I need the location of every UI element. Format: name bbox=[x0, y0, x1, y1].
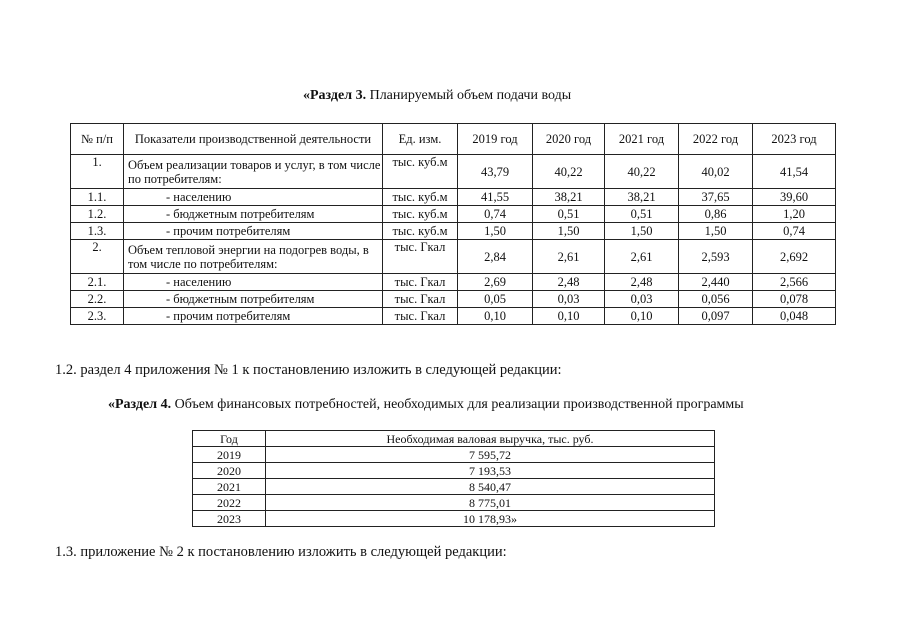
value-cell: 1,50 bbox=[679, 223, 753, 240]
value-cell: 41,54 bbox=[753, 155, 836, 189]
table-header-row bbox=[71, 124, 836, 155]
value-cell: 0,048 bbox=[753, 308, 836, 325]
column-header: 2020 год bbox=[533, 124, 605, 155]
column-header: Необходимая валовая выручка, тыс. руб. bbox=[266, 431, 715, 447]
table-row bbox=[71, 274, 836, 291]
indicator-cell: - прочим потребителям bbox=[124, 223, 383, 240]
unit-cell: тыс. Гкал bbox=[383, 274, 458, 291]
column-header: Год bbox=[193, 431, 266, 447]
row-number-cell: 1.1. bbox=[71, 189, 124, 206]
table-row bbox=[71, 155, 836, 189]
row-number-cell: 2.1. bbox=[71, 274, 124, 291]
value-cell: 2,61 bbox=[605, 240, 679, 274]
table-row bbox=[71, 189, 836, 206]
section-4-heading bbox=[108, 397, 744, 413]
revenue-cell: 7 193,53 bbox=[266, 463, 715, 479]
column-header: 2022 год bbox=[679, 124, 753, 155]
table-row bbox=[193, 479, 715, 495]
revenue-cell: 7 595,72 bbox=[266, 447, 715, 463]
table-row bbox=[71, 291, 836, 308]
paragraph-1-2: 1.2. раздел 4 приложения № 1 к постановлению изложить в следующей редакции: bbox=[55, 362, 562, 378]
table-row bbox=[71, 308, 836, 325]
row-number-cell: 2.2. bbox=[71, 291, 124, 308]
section-4-heading-label: «Раздел 4. bbox=[108, 397, 172, 412]
indicator-cell: Объем реализации товаров и услуг, в том числе по потребителям: bbox=[124, 155, 383, 189]
column-header: 2019 год bbox=[458, 124, 533, 155]
table-header-row bbox=[193, 431, 715, 447]
value-cell: 2,84 bbox=[458, 240, 533, 274]
column-header: Ед. изм. bbox=[383, 124, 458, 155]
financial-needs-table bbox=[192, 430, 715, 527]
year-cell: 2020 bbox=[193, 463, 266, 479]
value-cell: 37,65 bbox=[679, 189, 753, 206]
value-cell: 0,10 bbox=[458, 308, 533, 325]
column-header: Показатели производственной деятельности bbox=[124, 124, 383, 155]
value-cell: 38,21 bbox=[533, 189, 605, 206]
value-cell: 41,55 bbox=[458, 189, 533, 206]
column-header: 2023 год bbox=[753, 124, 836, 155]
table-row bbox=[71, 240, 836, 274]
value-cell: 1,50 bbox=[533, 223, 605, 240]
value-cell: 0,056 bbox=[679, 291, 753, 308]
table-row bbox=[71, 206, 836, 223]
value-cell: 2,48 bbox=[605, 274, 679, 291]
value-cell: 40,22 bbox=[533, 155, 605, 189]
table-row bbox=[193, 511, 715, 527]
unit-cell: тыс. Гкал bbox=[383, 291, 458, 308]
paragraph-1-3: 1.3. приложение № 2 к постановлению изложить в следующей редакции: bbox=[55, 544, 507, 560]
value-cell: 2,593 bbox=[679, 240, 753, 274]
value-cell: 2,61 bbox=[533, 240, 605, 274]
unit-cell: тыс. Гкал bbox=[383, 240, 458, 274]
value-cell: 1,50 bbox=[458, 223, 533, 240]
row-number-cell: 1.3. bbox=[71, 223, 124, 240]
value-cell: 0,078 bbox=[753, 291, 836, 308]
value-cell: 0,05 bbox=[458, 291, 533, 308]
row-number-cell: 1.2. bbox=[71, 206, 124, 223]
value-cell: 1,50 bbox=[605, 223, 679, 240]
indicator-cell: Объем тепловой энергии на подогрев воды, в том числе по потребителям: bbox=[124, 240, 383, 274]
unit-cell: тыс. Гкал bbox=[383, 308, 458, 325]
table-row bbox=[193, 447, 715, 463]
value-cell: 0,097 bbox=[679, 308, 753, 325]
year-cell: 2023 bbox=[193, 511, 266, 527]
value-cell: 0,10 bbox=[605, 308, 679, 325]
value-cell: 0,51 bbox=[605, 206, 679, 223]
value-cell: 0,03 bbox=[533, 291, 605, 308]
indicator-cell: - прочим потребителям bbox=[124, 308, 383, 325]
value-cell: 0,86 bbox=[679, 206, 753, 223]
value-cell: 2,692 bbox=[753, 240, 836, 274]
value-cell: 1,20 bbox=[753, 206, 836, 223]
row-number-cell: 2.3. bbox=[71, 308, 124, 325]
value-cell: 38,21 bbox=[605, 189, 679, 206]
unit-cell: тыс. куб.м bbox=[383, 155, 458, 189]
section-3-heading bbox=[303, 88, 571, 104]
water-supply-volume-table bbox=[70, 123, 836, 325]
table-row bbox=[71, 223, 836, 240]
unit-cell: тыс. куб.м bbox=[383, 223, 458, 240]
value-cell: 43,79 bbox=[458, 155, 533, 189]
value-cell: 39,60 bbox=[753, 189, 836, 206]
column-header: 2021 год bbox=[605, 124, 679, 155]
row-number-cell: 2. bbox=[71, 240, 124, 274]
table-row bbox=[193, 463, 715, 479]
year-cell: 2022 bbox=[193, 495, 266, 511]
section-3-heading-label: «Раздел 3. bbox=[303, 88, 367, 103]
indicator-cell: - бюджетным потребителям bbox=[124, 206, 383, 223]
unit-cell: тыс. куб.м bbox=[383, 206, 458, 223]
indicator-cell: - населению bbox=[124, 189, 383, 206]
year-cell: 2021 bbox=[193, 479, 266, 495]
column-header: № п/п bbox=[71, 124, 124, 155]
value-cell: 2,69 bbox=[458, 274, 533, 291]
value-cell: 40,22 bbox=[605, 155, 679, 189]
revenue-cell: 8 540,47 bbox=[266, 479, 715, 495]
value-cell: 0,10 bbox=[533, 308, 605, 325]
revenue-cell: 10 178,93» bbox=[266, 511, 715, 527]
value-cell: 40,02 bbox=[679, 155, 753, 189]
revenue-cell: 8 775,01 bbox=[266, 495, 715, 511]
section-4-heading-text: Объем финансовых потребностей, необходимых для реализации производственной программы bbox=[171, 397, 744, 412]
value-cell: 0,51 bbox=[533, 206, 605, 223]
value-cell: 0,74 bbox=[458, 206, 533, 223]
value-cell: 0,03 bbox=[605, 291, 679, 308]
section-3-heading-text: Планируемый объем подачи воды bbox=[366, 88, 572, 103]
value-cell: 2,48 bbox=[533, 274, 605, 291]
row-number-cell: 1. bbox=[71, 155, 124, 189]
indicator-cell: - населению bbox=[124, 274, 383, 291]
value-cell: 2,566 bbox=[753, 274, 836, 291]
value-cell: 0,74 bbox=[753, 223, 836, 240]
year-cell: 2019 bbox=[193, 447, 266, 463]
value-cell: 2,440 bbox=[679, 274, 753, 291]
unit-cell: тыс. куб.м bbox=[383, 189, 458, 206]
indicator-cell: - бюджетным потребителям bbox=[124, 291, 383, 308]
table-row bbox=[193, 495, 715, 511]
